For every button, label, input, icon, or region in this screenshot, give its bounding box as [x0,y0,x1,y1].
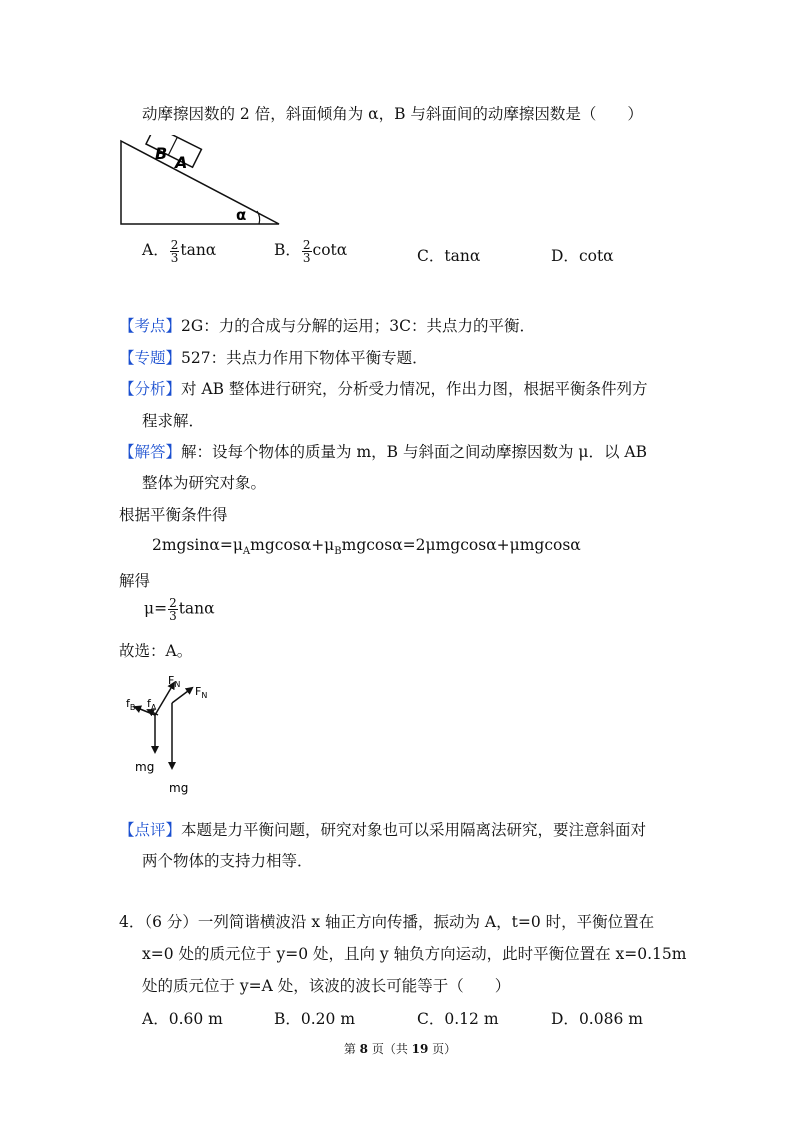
kaodian-tag: 【考点】 [119,317,182,335]
mg2-label: mg [169,781,189,795]
fenxi-tag: 【分析】 [119,380,182,398]
q4-line3: 处的质元位于 y=A 处，该波的波长可能等于（ ） [142,977,511,995]
q4-line2: x=0 处的质元位于 y=0 处，且向 y 轴负方向运动，此时平衡位置在 x=0.15m [142,945,687,963]
fraction: $\frac{2}{3}$ [302,237,311,265]
q4-option-d: D．0.086 m [551,1010,643,1028]
force-diagram [118,670,228,798]
q4-line1: 4．（6 分）一列简谐横波沿 x 轴正方向传播，振动为 A，t=0 时，平衡位置在 [119,913,655,931]
mg1-label: mg [135,760,155,774]
kaodian-line: 【考点】2G：力的合成与分解的运用；3C：共点力的平衡． [119,317,535,335]
block-a-label: A [175,153,188,172]
option-a: A． $\frac{2}{3}$ tanα [142,237,217,265]
q4-option-a: A．0.60 m [142,1010,223,1028]
answer-text: 故选：A。 [119,642,193,660]
incline-figure [115,135,290,230]
fraction: $\frac{2}{3}$ [170,237,179,265]
dianping-line2: 两个物体的支持力相等． [142,852,313,870]
zhuanti-tag: 【专题】 [119,349,182,367]
jiede-text: 解得 [119,572,151,590]
q4-option-b: B．0.20 m [274,1010,356,1028]
fb-label: $f_B$ [126,697,136,712]
angle-label: α [236,206,247,224]
zhuanti-line: 【专题】527：共点力作用下物体平衡专题． [119,349,428,367]
option-d: D．cotα [551,247,614,265]
fn2-label: $F_N$ [195,685,208,700]
fn1-label: $F_N$ [168,674,181,689]
balance-text: 根据平衡条件得 [119,506,228,524]
fenxi-line2: 程求解． [142,412,205,430]
dianping-line: 【点评】本题是力平衡问题，研究对象也可以采用隔离法研究，要注意斜面对 [119,821,647,839]
question-stem: 动摩擦因数的 2 倍，斜面倾角为 α，B 与斜面间的动摩擦因数是（ ） [142,105,643,123]
fenxi-line: 【分析】对 AB 整体进行研究，分析受力情况，作出力图，根据平衡条件列方 [119,380,648,398]
jieda-tag: 【解答】 [119,443,182,461]
page-number: 8 [359,1042,368,1056]
option-c: C．tanα [417,247,481,265]
result-formula: μ= $\frac{2}{3}$ tanα [144,596,215,623]
block-b-label: B [155,144,168,163]
page-footer: 第 8 页（共 19 页） [343,1042,457,1056]
total-pages: 19 [411,1042,429,1056]
dianping-tag: 【点评】 [119,821,182,839]
equation: $2mgsin\alpha=\mu_Amgcos\alpha+\mu_Bmgcos\alpha=2\mu mgcos\alpha+\mu mgcos\alpha$ [152,536,581,558]
q4-option-c: C．0.12 m [417,1010,499,1028]
fraction: $\frac{2}{3}$ [169,596,177,623]
option-b: B． $\frac{2}{3}$ cotα [274,237,348,265]
fa-label: $f_A$ [147,697,157,712]
jieda-line: 【解答】解：设每个物体的质量为 m，B 与斜面之间动摩擦因数为 μ．以 AB [119,443,647,461]
jieda-line2: 整体为研究对象。 [142,474,267,492]
